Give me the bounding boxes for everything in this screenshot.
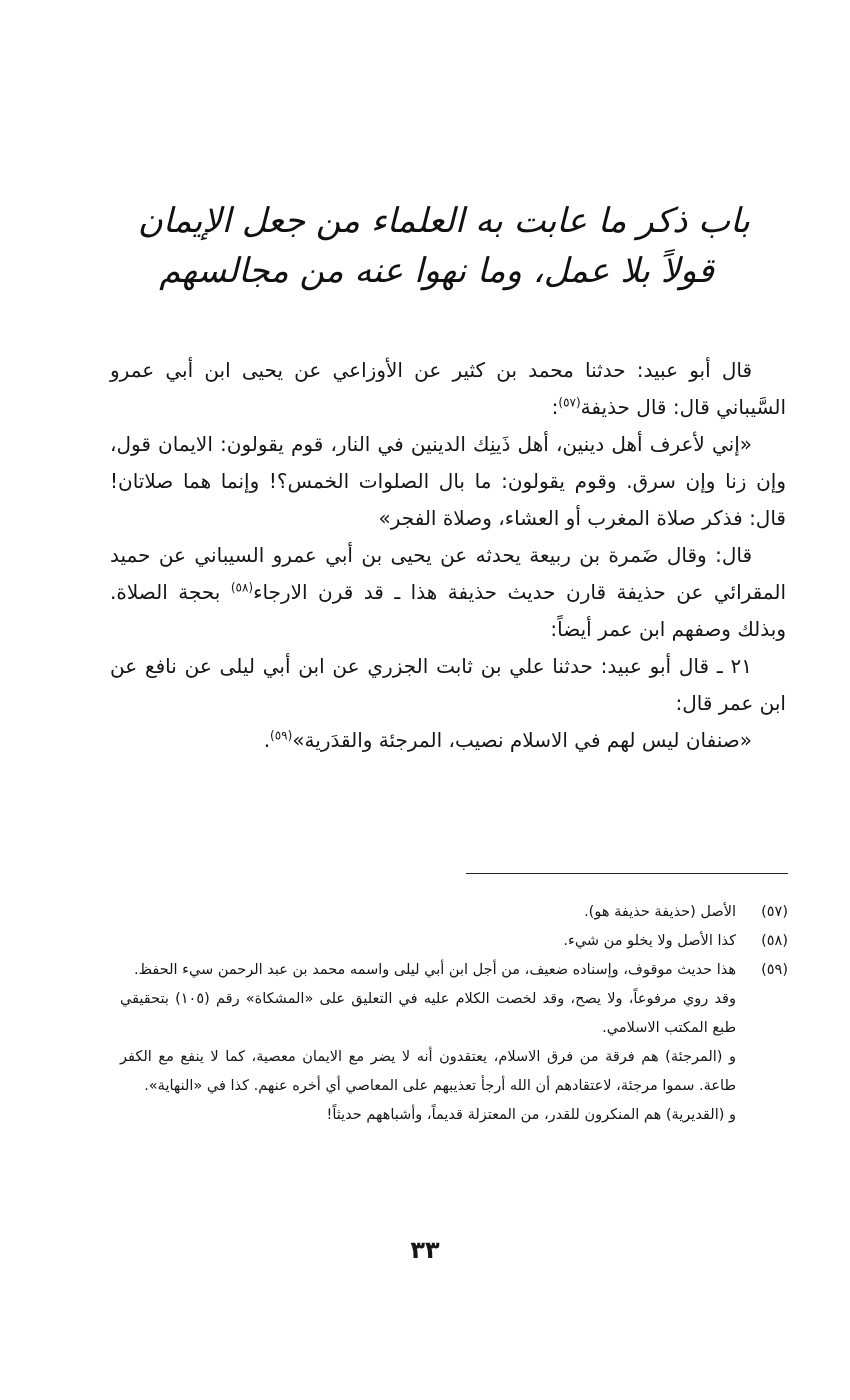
footnote-59-continuation-2: و (المرجئة) هم فرقة من فرق الاسلام، يعتقدون أنه لا يضر مع الايمان معصية، كما لا ينفع مع الكفر طاعة. سموا مرجئة، لاعتقادهم أن الله أرجأ تعذيبهم على المعاصي أي أخره عنهم. كذا في «النهاية». bbox=[120, 1049, 736, 1094]
paragraph-text: «صنفان ليس لهم في الاسلام نصيب، المرجئة والقدَرية» bbox=[292, 728, 752, 752]
footnote-number: (٥٩) bbox=[761, 962, 788, 978]
footnote-number: (٥٧) bbox=[761, 904, 788, 920]
chapter-title-line-2: قولاً بلا عمل، وما نهوا عنه من مجالسهم bbox=[159, 251, 714, 291]
footnote-57 bbox=[120, 898, 788, 927]
paragraph-text: ٢١ ـ قال أبو عبيد: حدثنا علي بن ثابت الجزري عن ابن أبي ليلى عن نافع عن ابن عمر قال: bbox=[110, 654, 786, 715]
footnote-ref-58: (٥٨) bbox=[230, 580, 254, 595]
paragraph-text: قال: وقال ضَمرة بن ربيعة يحدثه عن يحيى بن أبي عمرو السيباني عن حميد المقرائي عن حذيفة قارن حديث حذيفة هذا ـ قد قرن الارجاء bbox=[110, 543, 787, 604]
paragraph-quote-ibn-umar bbox=[110, 722, 786, 759]
footnote-59-continuation-3: و (القديرية) هم المنكرون للقدر، من المعتزلة قديماً، وأشباههم حديثاً! bbox=[326, 1107, 736, 1123]
paragraph-damra bbox=[110, 537, 786, 648]
page-number: ٣٣ bbox=[410, 1236, 440, 1264]
chapter-title bbox=[137, 196, 750, 296]
footnote-59-continuation-1: وقد روي مرفوعاً، ولا يصح، وقد لخصت الكلام عليه في التعليق على «المشكاة» رقم (١٠٥) بتحقيقي طبع المكتب الاسلامي. bbox=[120, 991, 736, 1036]
footnote-59 bbox=[120, 956, 788, 985]
main-text bbox=[110, 352, 786, 759]
footnotes bbox=[120, 898, 788, 1130]
footnote-text: كذا الأصل ولا يخلو من شيء. bbox=[563, 933, 736, 949]
paragraph-text: «إني لأعرف أهل دينين، أهل ذَينِك الدينين في النار، قوم يقولون: الايمان قول، وإن زنا وإن سرق. وقوم يقولون: ما بال الصلوات الخمس؟! وإنما هما صلاتان! قال: فذكر صلاة المغرب أو العشاء، وصلاة الفجر» bbox=[110, 432, 786, 530]
paragraph-isnad-1 bbox=[110, 352, 786, 426]
footnote-ref-59: (٥٩) bbox=[270, 728, 293, 743]
footnote-58 bbox=[120, 927, 788, 956]
footnote-ref-57: (٥٧) bbox=[558, 395, 581, 410]
chapter-title-line-1: باب ذكر ما عابت به العلماء من جعل الإيمان bbox=[137, 201, 750, 241]
footnote-separator bbox=[466, 873, 788, 874]
paragraph-text-cont: بحجة الصلاة. وبذلك وصفهم ابن عمر أيضاً: bbox=[110, 580, 786, 641]
footnote-text: هذا حديث موقوف، وإسناده ضعيف، من أجل ابن أبي ليلى واسمه محمد بن عبد الرحمن سيء الحفظ. bbox=[134, 962, 736, 978]
footnote-text: الأصل (حذيفة حذيفة هو). bbox=[584, 904, 736, 920]
paragraph-text: قال أبو عبيد: حدثنا محمد بن كثير عن الأوزاعي عن يحيى ابن أبي عمرو السَّيباني قال: قال حذيفة bbox=[110, 358, 786, 419]
footnote-number: (٥٨) bbox=[761, 933, 788, 949]
paragraph-quote-hudhayfa bbox=[110, 426, 786, 537]
paragraph-end: : bbox=[551, 395, 559, 419]
paragraph-hadith-21 bbox=[110, 648, 786, 722]
paragraph-end: . bbox=[263, 728, 271, 752]
